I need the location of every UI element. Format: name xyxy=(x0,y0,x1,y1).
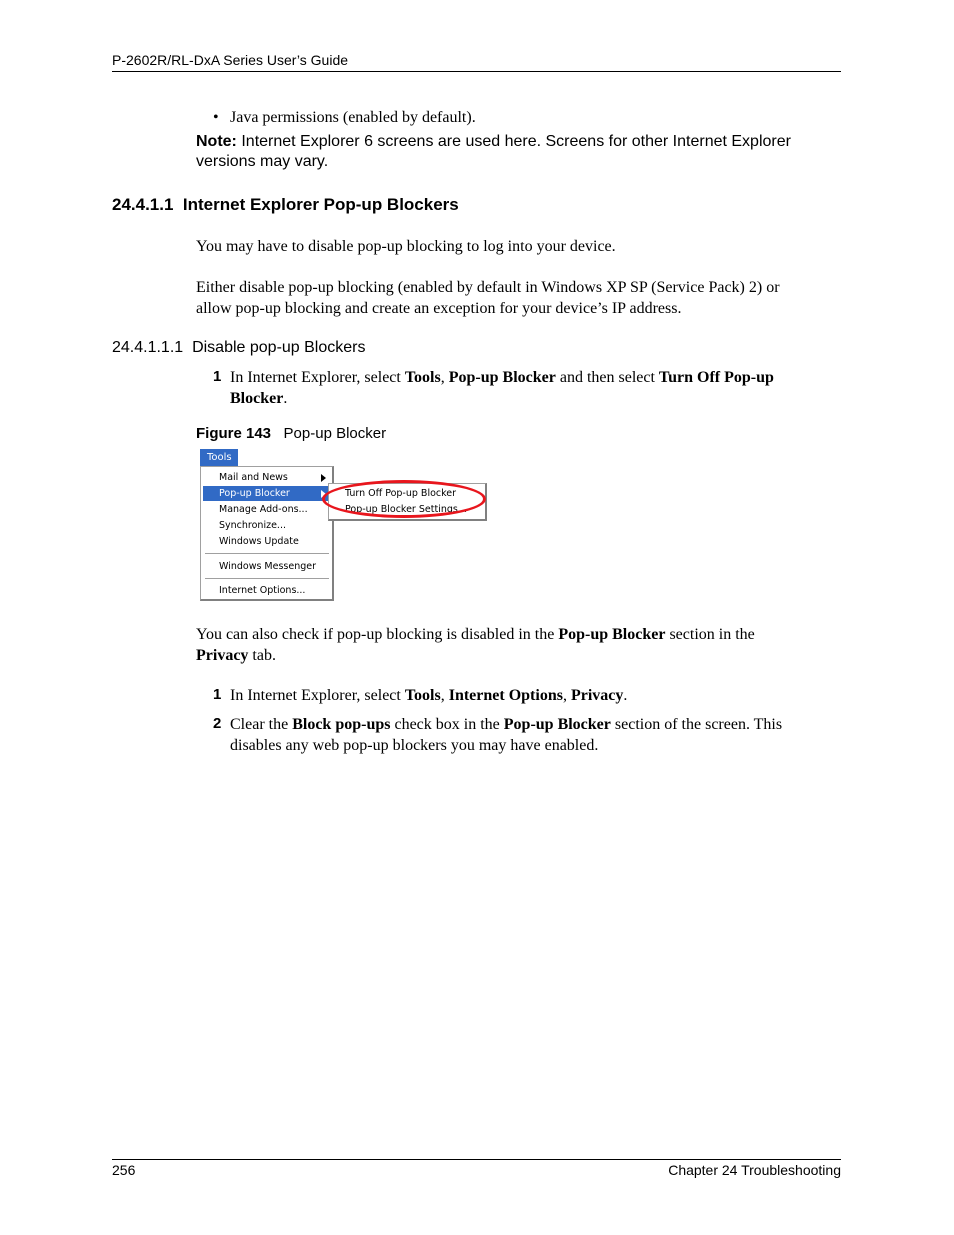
section-para2 xyxy=(196,277,846,319)
footer-rule xyxy=(112,1159,841,1160)
menu-separator xyxy=(205,553,329,554)
step-b1-text-4: . xyxy=(623,687,628,704)
menu-separator xyxy=(205,578,329,579)
bullet-text: Java permissions (enabled by default). xyxy=(230,109,476,126)
step-a-bold-blocker: Blocker xyxy=(230,390,284,407)
step-text xyxy=(230,714,845,756)
section-para1: You may have to disable pop-up blocking to log into your device. xyxy=(196,238,616,255)
section-para2-line1: Either disable pop-up blocking (enabled by default in Windows XP SP (Service Pack) 2) or xyxy=(196,279,780,296)
step-b1-bold-internet-options: Internet Options xyxy=(448,687,563,704)
para3-bold-privacy: Privacy xyxy=(196,647,249,664)
figure-caption-text: Pop-up Blocker xyxy=(283,425,387,442)
step-b1-bold-tools: Tools xyxy=(404,687,441,704)
privacy-paragraph xyxy=(196,624,846,666)
menu-item-label: Mail and News xyxy=(219,472,288,483)
step-a-text-4: . xyxy=(283,390,288,407)
section-title: Internet Explorer Pop-up Blockers xyxy=(182,195,459,214)
step-b2-text-3: section of the screen. This xyxy=(610,716,783,733)
menu-item-mail-and-news[interactable] xyxy=(203,470,330,485)
tools-menu-tab[interactable]: Tools xyxy=(200,449,238,466)
note-line2: versions may vary. xyxy=(196,153,329,170)
para3-text-2: section in the xyxy=(665,626,755,643)
step-a-bold-tools: Tools xyxy=(404,369,441,386)
figure-popup-blocker xyxy=(200,449,490,604)
step-b2-text-1: Clear the xyxy=(230,716,293,733)
submenu-item-turn-off-popup-blocker[interactable]: Turn Off Pop-up Blocker xyxy=(345,488,457,499)
menu-item-internet-options[interactable]: Internet Options... xyxy=(219,585,306,596)
tools-menu xyxy=(200,466,334,601)
step-a-text-1: In Internet Explorer, select xyxy=(230,369,405,386)
menu-item-manage-add-ons[interactable]: Manage Add-ons... xyxy=(219,504,308,515)
section-para2-line2: allow pop-up blocking and create an exception for your device’s IP address. xyxy=(196,300,682,317)
step-b1-text-1: In Internet Explorer, select xyxy=(230,687,405,704)
step-b2-bold-popup-blocker: Pop-up Blocker xyxy=(503,716,611,733)
step-a-text-2: , xyxy=(440,369,449,386)
section-heading xyxy=(112,195,459,215)
running-header: P-2602R/RL-DxA Series User’s Guide xyxy=(112,52,349,68)
menu-item-label: Pop-up Blocker xyxy=(219,488,290,499)
step-number: 1 xyxy=(213,686,222,703)
footer-chapter: Chapter 24 Troubleshooting xyxy=(668,1162,841,1178)
header-rule xyxy=(112,71,841,72)
submenu-item-popup-blocker-settings[interactable]: Pop-up Blocker Settings... xyxy=(345,504,467,515)
step-b2-line2: disables any web pop-up blockers you may have enabled. xyxy=(230,737,599,754)
para3-text-1: You can also check if pop-up blocking is disabled in the xyxy=(196,626,559,643)
menu-item-synchronize[interactable]: Synchronize... xyxy=(219,520,286,531)
note-line1: Internet Explorer 6 screens are used here. Screens for other Internet Explorer xyxy=(241,133,791,150)
step-b1-text-2: , xyxy=(440,687,449,704)
subsection-heading xyxy=(112,339,365,357)
section-number: 24.4.1.1 xyxy=(112,195,174,214)
submenu-arrow-icon xyxy=(321,474,326,482)
subsection-number: 24.4.1.1.1 xyxy=(112,339,184,356)
step-a-text-3: and then select xyxy=(555,369,659,386)
menu-item-windows-messenger[interactable]: Windows Messenger xyxy=(219,561,317,572)
step-number: 1 xyxy=(213,368,222,385)
step-b2-text-2: check box in the xyxy=(390,716,504,733)
menu-item-popup-blocker[interactable] xyxy=(203,486,330,501)
figure-label: Figure 143 xyxy=(196,425,272,442)
note-block xyxy=(196,132,846,172)
step-a-bold-popup-blocker: Pop-up Blocker xyxy=(448,369,556,386)
menu-item-windows-update[interactable]: Windows Update xyxy=(219,536,299,547)
note-label: Note: xyxy=(196,133,237,150)
step-text xyxy=(230,685,845,706)
subsection-title: Disable pop-up Blockers xyxy=(192,339,366,356)
step-a-bold-turn-off: Turn Off Pop-up xyxy=(658,369,774,386)
step-b2-bold-block-popups: Block pop-ups xyxy=(292,716,391,733)
figure-caption xyxy=(196,425,386,442)
step-b1-text-3: , xyxy=(562,687,571,704)
step-text xyxy=(230,367,845,409)
para3-bold-popup-blocker: Pop-up Blocker xyxy=(558,626,666,643)
page-number: 256 xyxy=(112,1162,136,1178)
step-number: 2 xyxy=(213,715,222,732)
annotation-circle xyxy=(322,480,486,518)
bullet-symbol: • xyxy=(213,109,219,126)
step-b1-bold-privacy: Privacy xyxy=(570,687,624,704)
para3-text-3: tab. xyxy=(248,647,276,664)
